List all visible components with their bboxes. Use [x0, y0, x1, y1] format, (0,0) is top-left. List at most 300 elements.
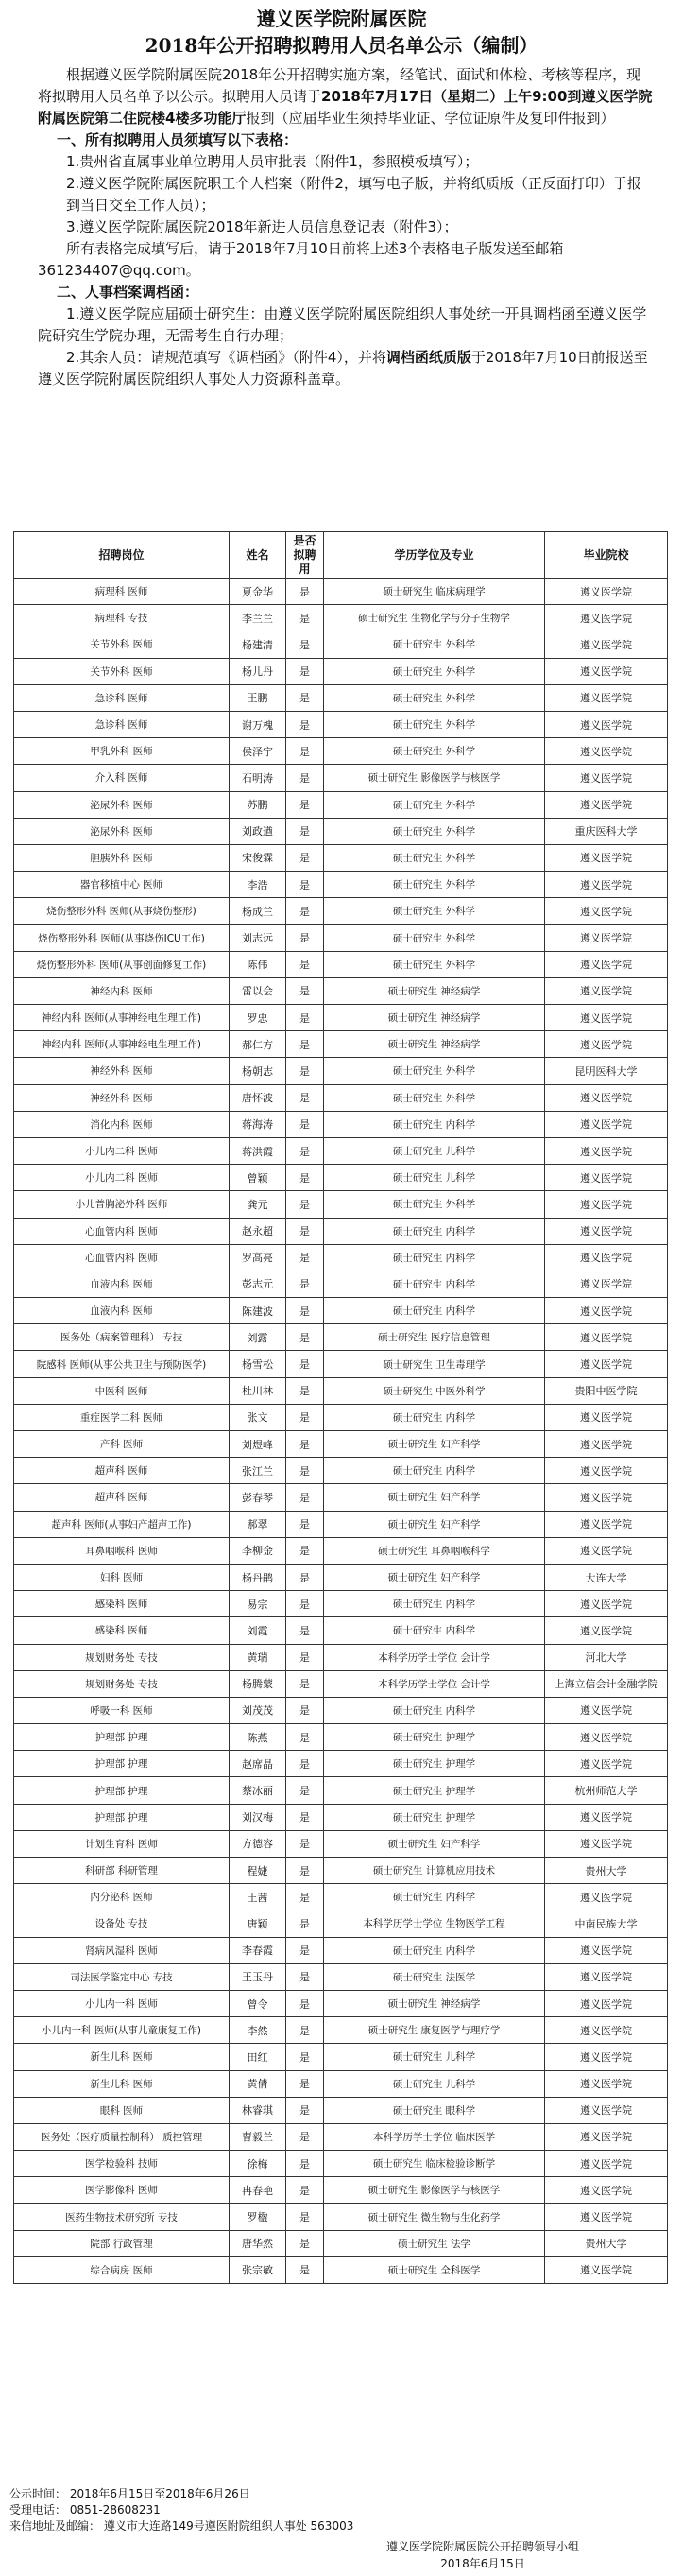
cell-name: 林睿琪 [230, 2097, 286, 2123]
cell-name: 刘露 [230, 1324, 286, 1351]
cell-school: 遵义医学院 [545, 2044, 668, 2070]
cell-name: 冉春艳 [230, 2177, 286, 2204]
cell-position: 神经外科 医师 [14, 1084, 230, 1111]
cell-position: 新生儿科 医师 [14, 2070, 230, 2097]
cell-name: 王玉丹 [230, 1963, 286, 1990]
cell-education: 硕士研究生 内科学 [324, 1458, 545, 1484]
cell-name: 杜川林 [230, 1377, 286, 1404]
cell-hired: 是 [286, 2256, 324, 2283]
cell-name: 杨丹鹃 [230, 1564, 286, 1590]
cell-school: 遵义医学院 [545, 1724, 668, 1751]
cell-hired: 是 [286, 1564, 324, 1590]
table-row [14, 1005, 668, 1031]
cell-position: 科研部 科研管理 [14, 1858, 230, 1884]
cell-hired: 是 [286, 1751, 324, 1777]
cell-position: 泌尿外科 医师 [14, 791, 230, 818]
cell-education: 硕士研究生 法医学 [324, 1963, 545, 1990]
cell-school: 遵义医学院 [545, 1511, 668, 1537]
cell-position: 司法医学鉴定中心 专技 [14, 1963, 230, 1990]
cell-education: 硕士研究生 内科学 [324, 1617, 545, 1644]
cell-education: 硕士研究生 外科学 [324, 738, 545, 765]
cell-school: 遵义医学院 [545, 1005, 668, 1031]
cell-name: 杨儿丹 [230, 658, 286, 684]
header-name: 姓名 [230, 532, 286, 579]
table-row [14, 1511, 668, 1537]
cell-education: 硕士研究生 儿科学 [324, 1165, 545, 1191]
table-row [14, 1298, 668, 1324]
table-row [14, 1777, 668, 1804]
cell-education: 硕士研究生 护理学 [324, 1724, 545, 1751]
cell-name: 陈建波 [230, 1298, 286, 1324]
cell-school: 遵义医学院 [545, 872, 668, 898]
cell-hired: 是 [286, 2044, 324, 2070]
cell-school: 河北大学 [545, 1644, 668, 1670]
cell-school: 遵义医学院 [545, 791, 668, 818]
cell-name: 郝翠 [230, 1511, 286, 1537]
table-row [14, 1537, 668, 1564]
cell-education: 硕士研究生 外科学 [324, 898, 545, 925]
cell-position: 器官移植中心 医师 [14, 872, 230, 898]
cell-hired: 是 [286, 631, 324, 658]
cell-hired: 是 [286, 977, 324, 1004]
cell-school: 遵义医学院 [545, 1218, 668, 1244]
sign-date: 2018年6月15日 [440, 2557, 525, 2570]
cell-education: 硕士研究生 计算机应用技术 [324, 1858, 545, 1884]
cell-position: 耳鼻咽喉科 医师 [14, 1537, 230, 1564]
cell-school: 遵义医学院 [545, 2017, 668, 2044]
cell-hired: 是 [286, 2177, 324, 2204]
table-row [14, 2151, 668, 2177]
cell-name: 刘政遒 [230, 818, 286, 844]
cell-hired: 是 [286, 1858, 324, 1884]
cell-hired: 是 [286, 1910, 324, 1937]
cell-education: 硕士研究生 内科学 [324, 1404, 545, 1430]
cell-position: 关节外科 医师 [14, 631, 230, 658]
cell-education: 硕士研究生 眼科学 [324, 2097, 545, 2123]
cell-education: 硕士研究生 影像医学与核医学 [324, 2177, 545, 2204]
cell-education: 硕士研究生 内科学 [324, 1591, 545, 1617]
table-row [14, 1937, 668, 1963]
report-time-place: 2018年7月17日（星期二）上午9:00到遵义医学院附属医院第二住院楼4楼多功能厅 [38, 88, 653, 127]
cell-position: 肾病风湿科 医师 [14, 1937, 230, 1963]
cell-position: 医学检验科 技师 [14, 2151, 230, 2177]
table-row [14, 872, 668, 898]
cell-position: 医药生物技术研究所 专技 [14, 2204, 230, 2230]
mailing-address: 来信地址及邮编： 遵义市大连路149号遵医附院组织人事处 563003 [9, 2519, 354, 2533]
cell-position: 急诊科 医师 [14, 711, 230, 737]
archive-item-2 [38, 347, 655, 390]
cell-hired: 是 [286, 738, 324, 765]
cell-position: 甲乳外科 医师 [14, 738, 230, 765]
table-row [14, 765, 668, 791]
cell-school: 遵义医学院 [545, 925, 668, 951]
cell-school: 遵义医学院 [545, 1271, 668, 1297]
cell-school: 遵义医学院 [545, 1963, 668, 1990]
table-row [14, 1591, 668, 1617]
cell-school: 遵义医学院 [545, 1431, 668, 1458]
cell-name: 张文 [230, 1404, 286, 1430]
cell-hired: 是 [286, 2097, 324, 2123]
cell-education: 硕士研究生 妇产科学 [324, 1511, 545, 1537]
cell-name: 黄倩 [230, 2070, 286, 2097]
cell-position: 规划财务处 专技 [14, 1644, 230, 1670]
cell-education: 硕士研究生 护理学 [324, 1751, 545, 1777]
table-row [14, 1431, 668, 1458]
cell-education: 硕士研究生 内科学 [324, 1937, 545, 1963]
cell-education: 硕士研究生 康复医学与理疗学 [324, 2017, 545, 2044]
cell-hired: 是 [286, 1777, 324, 1804]
cell-education: 本科学历学士学位 生物医学工程 [324, 1910, 545, 1937]
cell-name: 徐梅 [230, 2151, 286, 2177]
cell-school: 遵义医学院 [545, 1537, 668, 1564]
intro-text-tail: 报到（应届毕业生须持毕业证、学位证原件及复印件报到） [246, 110, 615, 127]
cell-hired: 是 [286, 1324, 324, 1351]
header-hired: 是否拟聘用 [286, 532, 324, 579]
cell-name: 刘茂茂 [230, 1697, 286, 1723]
cell-hired: 是 [286, 2123, 324, 2150]
cell-education: 硕士研究生 内科学 [324, 1271, 545, 1297]
table-row [14, 1351, 668, 1377]
table-row [14, 1910, 668, 1937]
cell-hired: 是 [286, 951, 324, 977]
cell-hired: 是 [286, 844, 324, 871]
cell-name: 田红 [230, 2044, 286, 2070]
cell-hired: 是 [286, 1031, 324, 1058]
intro-paragraph [38, 64, 655, 130]
cell-hired: 是 [286, 1458, 324, 1484]
cell-school: 遵义医学院 [545, 1697, 668, 1723]
cell-hired: 是 [286, 1617, 324, 1644]
cell-school: 遵义医学院 [545, 605, 668, 631]
cell-school: 遵义医学院 [545, 2097, 668, 2123]
table-row [14, 1191, 668, 1218]
archive-text: 2.其余人员：请规范填写《调档函》（附件4），并将 [66, 349, 386, 366]
table-row [14, 1404, 668, 1430]
table-row [14, 1617, 668, 1644]
footer [9, 2486, 671, 2534]
table-row [14, 1324, 668, 1351]
cell-education: 硕士研究生 外科学 [324, 658, 545, 684]
table-row [14, 631, 668, 658]
cell-school: 遵义医学院 [545, 1244, 668, 1271]
header-school: 毕业院校 [545, 532, 668, 579]
table-row [14, 1111, 668, 1137]
cell-education: 本科学历学士学位 会计学 [324, 1644, 545, 1670]
table-row [14, 605, 668, 631]
cell-school: 遵义医学院 [545, 1298, 668, 1324]
cell-hired: 是 [286, 1218, 324, 1244]
cell-name: 王茜 [230, 1884, 286, 1910]
cell-position: 设备处 专技 [14, 1910, 230, 1937]
cell-name: 夏金华 [230, 579, 286, 605]
cell-name: 龚元 [230, 1191, 286, 1218]
cell-hired: 是 [286, 1830, 324, 1857]
cell-hired: 是 [286, 1937, 324, 1963]
cell-hired: 是 [286, 1351, 324, 1377]
cell-position: 神经内科 医师(从事神经电生理工作) [14, 1031, 230, 1058]
cell-school: 遵义医学院 [545, 1084, 668, 1111]
cell-position: 护理部 护理 [14, 1724, 230, 1751]
cell-school: 遵义医学院 [545, 1937, 668, 1963]
cell-education: 硕士研究生 内科学 [324, 1884, 545, 1910]
cell-hired: 是 [286, 605, 324, 631]
cell-position: 综合病房 医师 [14, 2256, 230, 2283]
cell-position: 感染科 医师 [14, 1617, 230, 1644]
table-row [14, 1165, 668, 1191]
cell-school: 遵义医学院 [545, 2151, 668, 2177]
cell-school: 遵义医学院 [545, 1404, 668, 1430]
intro-section [0, 59, 683, 390]
cell-position: 中医科 医师 [14, 1377, 230, 1404]
cell-education: 硕士研究生 外科学 [324, 951, 545, 977]
cell-hired: 是 [286, 1591, 324, 1617]
cell-school: 遵义医学院 [545, 1484, 668, 1511]
cell-position: 烧伤整形外科 医师(从事烧伤整形) [14, 898, 230, 925]
cell-school: 遵义医学院 [545, 1990, 668, 2016]
table-row [14, 925, 668, 951]
table-body [14, 579, 668, 2284]
cell-education: 硕士研究生 影像医学与核医学 [324, 765, 545, 791]
cell-position: 计划生育科 医师 [14, 1830, 230, 1857]
cell-school: 遵义医学院 [545, 1324, 668, 1351]
cell-position: 消化内科 医师 [14, 1111, 230, 1137]
cell-name: 蒋海涛 [230, 1111, 286, 1137]
table-row [14, 1564, 668, 1590]
cell-hired: 是 [286, 2017, 324, 2044]
document-title: 遵义医学院附属医院 [256, 8, 427, 30]
table-row [14, 1084, 668, 1111]
cell-position: 关节外科 医师 [14, 658, 230, 684]
cell-name: 张江兰 [230, 1458, 286, 1484]
table-row [14, 2123, 668, 2150]
cell-hired: 是 [286, 925, 324, 951]
cell-school: 上海立信会计金融学院 [545, 1670, 668, 1697]
table-row [14, 1884, 668, 1910]
cell-education: 硕士研究生 护理学 [324, 1777, 545, 1804]
announcement-period: 公示时间： 2018年6月15日至2018年6月26日 [9, 2487, 250, 2500]
table-row [14, 1218, 668, 1244]
cell-name: 谢万槐 [230, 711, 286, 737]
table-row [14, 1458, 668, 1484]
table-row [14, 1377, 668, 1404]
cell-education: 硕士研究生 内科学 [324, 1298, 545, 1324]
cell-position: 泌尿外科 医师 [14, 818, 230, 844]
cell-position: 小儿内二科 医师 [14, 1137, 230, 1164]
table-row [14, 2044, 668, 2070]
table-row [14, 2097, 668, 2123]
table-row [14, 1697, 668, 1723]
cell-name: 李浩 [230, 872, 286, 898]
cell-education: 硕士研究生 外科学 [324, 791, 545, 818]
cell-school: 遵义医学院 [545, 898, 668, 925]
cell-name: 曾令 [230, 1990, 286, 2016]
cell-education: 硕士研究生 妇产科学 [324, 1484, 545, 1511]
cell-name: 曾颖 [230, 1165, 286, 1191]
cell-position: 医务处（医疗质量控制科） 质控管理 [14, 2123, 230, 2150]
table-row [14, 684, 668, 711]
table-row [14, 2070, 668, 2097]
cell-school: 贵州大学 [545, 2230, 668, 2256]
cell-school: 遵义医学院 [545, 2256, 668, 2283]
cell-school: 遵义医学院 [545, 658, 668, 684]
cell-education: 硕士研究生 儿科学 [324, 2044, 545, 2070]
cell-hired: 是 [286, 1111, 324, 1137]
cell-position: 眼科 医师 [14, 2097, 230, 2123]
cell-hired: 是 [286, 1511, 324, 1537]
cell-hired: 是 [286, 1058, 324, 1084]
cell-hired: 是 [286, 1005, 324, 1031]
cell-hired: 是 [286, 579, 324, 605]
cell-position: 小儿内一科 医师(从事儿童康复工作) [14, 2017, 230, 2044]
cell-school: 遵义医学院 [545, 1191, 668, 1218]
cell-name: 唐颖 [230, 1910, 286, 1937]
cell-school: 遵义医学院 [545, 2123, 668, 2150]
table-row [14, 1830, 668, 1857]
table-row [14, 977, 668, 1004]
cell-position: 护理部 护理 [14, 1777, 230, 1804]
cell-school: 遵义医学院 [545, 1591, 668, 1617]
cell-hired: 是 [286, 1644, 324, 1670]
cell-school: 遵义医学院 [545, 1351, 668, 1377]
table-row [14, 2230, 668, 2256]
cell-name: 陈伟 [230, 951, 286, 977]
cell-education: 硕士研究生 儿科学 [324, 1137, 545, 1164]
cell-hired: 是 [286, 1404, 324, 1430]
cell-school: 遵义医学院 [545, 1884, 668, 1910]
cell-hired: 是 [286, 1165, 324, 1191]
cell-position: 血液内科 医师 [14, 1271, 230, 1297]
cell-position: 妇科 医师 [14, 1564, 230, 1590]
table-row [14, 2017, 668, 2044]
cell-position: 规划财务处 专技 [14, 1670, 230, 1697]
table-row [14, 1244, 668, 1271]
cell-education: 硕士研究生 微生物与生化药学 [324, 2204, 545, 2230]
cell-name: 郝仁方 [230, 1031, 286, 1058]
cell-school: 遵义医学院 [545, 631, 668, 658]
table-row [14, 2256, 668, 2283]
cell-education: 硕士研究生 外科学 [324, 1084, 545, 1111]
table-row [14, 711, 668, 737]
cell-hired: 是 [286, 1271, 324, 1297]
cell-education: 本科学历学士学位 临床医学 [324, 2123, 545, 2150]
cell-position: 呼吸一科 医师 [14, 1697, 230, 1723]
cell-position: 超声科 医师 [14, 1458, 230, 1484]
cell-hired: 是 [286, 1298, 324, 1324]
table-row [14, 1137, 668, 1164]
form-item-3: 3.遵义医学院附属医院2018年新进人员信息登记表（附件3）； [66, 218, 458, 235]
table-row [14, 1058, 668, 1084]
signer: 遵义医学院附属医院公开招聘领导小组 [385, 2540, 579, 2553]
cell-hired: 是 [286, 1484, 324, 1511]
cell-education: 硕士研究生 法学 [324, 2230, 545, 2256]
cell-position: 超声科 医师 [14, 1484, 230, 1511]
cell-school: 重庆医科大学 [545, 818, 668, 844]
cell-name: 杨雪松 [230, 1351, 286, 1377]
cell-school: 遵义医学院 [545, 1031, 668, 1058]
cell-school: 遵义医学院 [545, 738, 668, 765]
cell-education: 硕士研究生 神经病学 [324, 1031, 545, 1058]
cell-name: 刘志远 [230, 925, 286, 951]
cell-education: 硕士研究生 内科学 [324, 1218, 545, 1244]
cell-hired: 是 [286, 2070, 324, 2097]
table-row [14, 818, 668, 844]
cell-school: 遵义医学院 [545, 1804, 668, 1830]
cell-name: 杨朝志 [230, 1058, 286, 1084]
cell-education: 硕士研究生 外科学 [324, 872, 545, 898]
table-row [14, 1031, 668, 1058]
cell-education: 硕士研究生 外科学 [324, 844, 545, 871]
cell-education: 硕士研究生 内科学 [324, 1244, 545, 1271]
cell-position: 神经外科 医师 [14, 1058, 230, 1084]
cell-hired: 是 [286, 2151, 324, 2177]
cell-name: 彭春琴 [230, 1484, 286, 1511]
archive-highlight: 调档函纸质版 [385, 349, 471, 366]
header-education: 学历学位及专业 [324, 532, 545, 579]
cell-education: 硕士研究生 护理学 [324, 1804, 545, 1830]
table-row [14, 1751, 668, 1777]
cell-education: 硕士研究生 儿科学 [324, 2070, 545, 2097]
cell-school: 遵义医学院 [545, 2204, 668, 2230]
cell-name: 陈燕 [230, 1724, 286, 1751]
hiring-table [13, 531, 668, 2284]
cell-name: 程婕 [230, 1858, 286, 1884]
cell-name: 曹毅兰 [230, 2123, 286, 2150]
table-row [14, 658, 668, 684]
cell-position: 护理部 护理 [14, 1804, 230, 1830]
cell-name: 罗高亮 [230, 1244, 286, 1271]
cell-school: 遵义医学院 [545, 1617, 668, 1644]
cell-name: 蒋洪霞 [230, 1137, 286, 1164]
form-item-1: 1.贵州省直属事业单位聘用人员审批表（附件1，参照模板填写）； [66, 153, 479, 170]
cell-education: 硕士研究生 外科学 [324, 1058, 545, 1084]
cell-education: 硕士研究生 外科学 [324, 925, 545, 951]
table-row [14, 2177, 668, 2204]
cell-name: 蔡冰丽 [230, 1777, 286, 1804]
cell-position: 感染科 医师 [14, 1591, 230, 1617]
cell-name: 赵永超 [230, 1218, 286, 1244]
cell-hired: 是 [286, 1724, 324, 1751]
section-heading-archive: 二、人事档案调档函： [57, 284, 199, 301]
table-row [14, 898, 668, 925]
cell-hired: 是 [286, 1990, 324, 2016]
cell-position: 烧伤整形外科 医师(从事烧伤ICU工作) [14, 925, 230, 951]
cell-hired: 是 [286, 791, 324, 818]
contact-phone: 受理电话： 0851-28608231 [9, 2503, 161, 2516]
cell-school: 杭州师范大学 [545, 1777, 668, 1804]
cell-school: 大连大学 [545, 1564, 668, 1590]
cell-name: 李春霞 [230, 1937, 286, 1963]
cell-position: 超声科 医师(从事妇产超声工作) [14, 1511, 230, 1537]
cell-education: 硕士研究生 外科学 [324, 1191, 545, 1218]
cell-name: 易宗 [230, 1591, 286, 1617]
cell-position: 血液内科 医师 [14, 1298, 230, 1324]
cell-school: 遵义医学院 [545, 579, 668, 605]
table-header-row [14, 532, 668, 579]
cell-hired: 是 [286, 1537, 324, 1564]
table-row [14, 1271, 668, 1297]
cell-name: 张宗敏 [230, 2256, 286, 2283]
cell-education: 硕士研究生 外科学 [324, 631, 545, 658]
cell-school: 贵州大学 [545, 1858, 668, 1884]
cell-name: 苏鹏 [230, 791, 286, 818]
cell-school: 中南民族大学 [545, 1910, 668, 1937]
table-row [14, 844, 668, 871]
cell-name: 侯泽宇 [230, 738, 286, 765]
cell-name: 王鹏 [230, 684, 286, 711]
cell-hired: 是 [286, 898, 324, 925]
cell-school: 遵义医学院 [545, 844, 668, 871]
cell-name: 唐华然 [230, 2230, 286, 2256]
